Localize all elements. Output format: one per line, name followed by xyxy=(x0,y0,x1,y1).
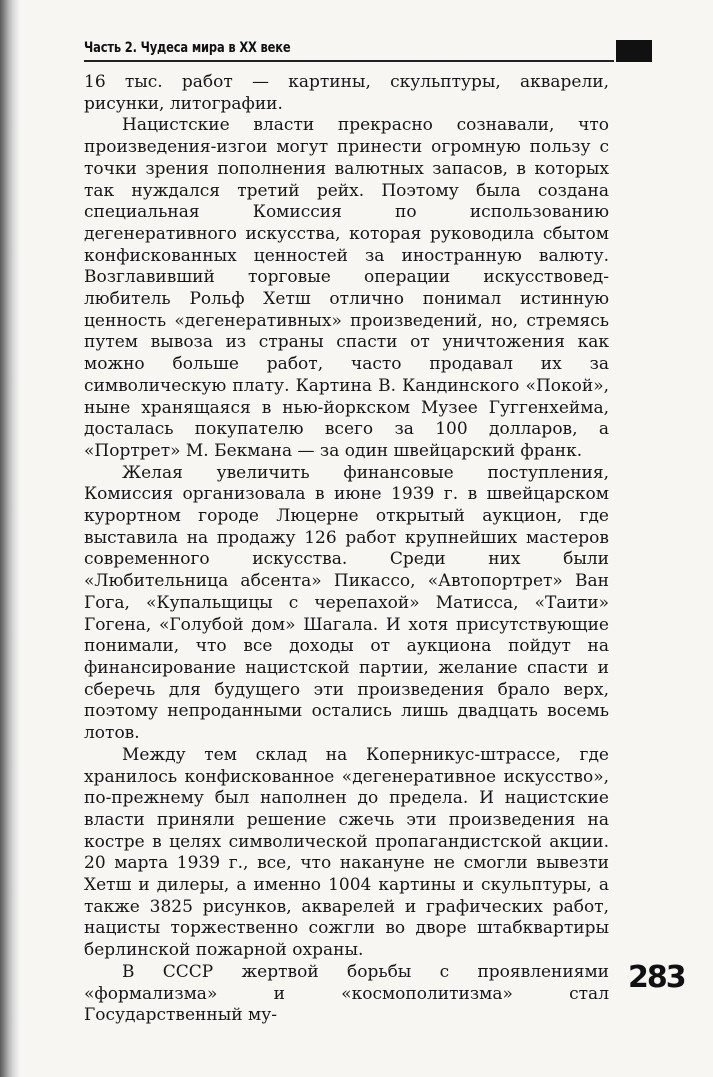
running-title: Часть 2. Чудеса мира в XX веке xyxy=(84,40,291,56)
header-block xyxy=(616,40,652,62)
page-body xyxy=(84,72,609,1027)
paragraph: Между тем склад на Коперникус-штрассе, где хранилось конфискованное «дегенеративное искусство», по-прежнему был наполнен до предела. И нацистские власти приняли решение сжечь эти произведения на костре в целях символической пропагандистской акции. 20 марта 1939 г., все, что накануне не смогли вывезти Хетш и дилеры, а именно 1004 картины и скульптуры, а также 3825 рисунков, акварелей и графических работ, нацисты торжественно сожгли во дворе штабквартиры берлинской пожарной охраны. xyxy=(84,744,609,961)
page-number: 283 xyxy=(628,960,685,995)
paragraph: В СССР жертвой борьбы с проявлениями «формализма» и «космополитизма» стал Государственный му- xyxy=(84,961,609,1026)
paragraph: Желая увеличить финансовые поступления, Комиссия организовала в июне 1939 г. в швейцарском курортном городе Люцерне открытый аукцион, где выставила на продажу 126 работ крупнейших мастеров современного искусства. Среди них были «Любительница абсента» Пикассо, «Автопортрет» Ван Гога, «Купальщицы с черепахой» Матисса, «Таити» Гогена, «Голубой дом» Шагала. И хотя присутствующие понимали, что все доходы от аукциона пойдут на финансирование нацистской партии, желание спасти и сберечь для будущего эти произведения брало верх, поэтому непроданными остались лишь двадцать восемь лотов. xyxy=(84,462,609,744)
paragraph: Нацистские власти прекрасно сознавали, что произведения-изгои могут принести огромную пользу с точки зрения пополнения валютных запасов, в которых так нуждался третий рейх. Поэтому была создана специальная Комиссия по использованию дегенеративного искусства, которая руководила сбытом конфискованных ценностей за иностранную валюту. Возглавивший торговые операции искусствовед-любитель Рольф Хетш отлично понимал истинную ценность «дегенеративных» произведений, но, стремясь путем вывоза из страны спасти от уничтожения как можно больше работ, часто продавал их за символическую плату. Картина В. Кандинского «Покой», ныне хранящаяся в нью-йоркском Музее Гуггенхейма, досталась покупателю всего за 100 долларов, а «Портрет» М. Бекмана — за один швейцарский франк. xyxy=(84,115,609,461)
running-header xyxy=(84,36,654,64)
header-rule xyxy=(84,60,614,62)
book-spine-shadow xyxy=(0,0,20,1077)
paragraph-continued: 16 тыс. работ — картины, скульптуры, акварели, рисунки, литографии. xyxy=(84,72,609,114)
